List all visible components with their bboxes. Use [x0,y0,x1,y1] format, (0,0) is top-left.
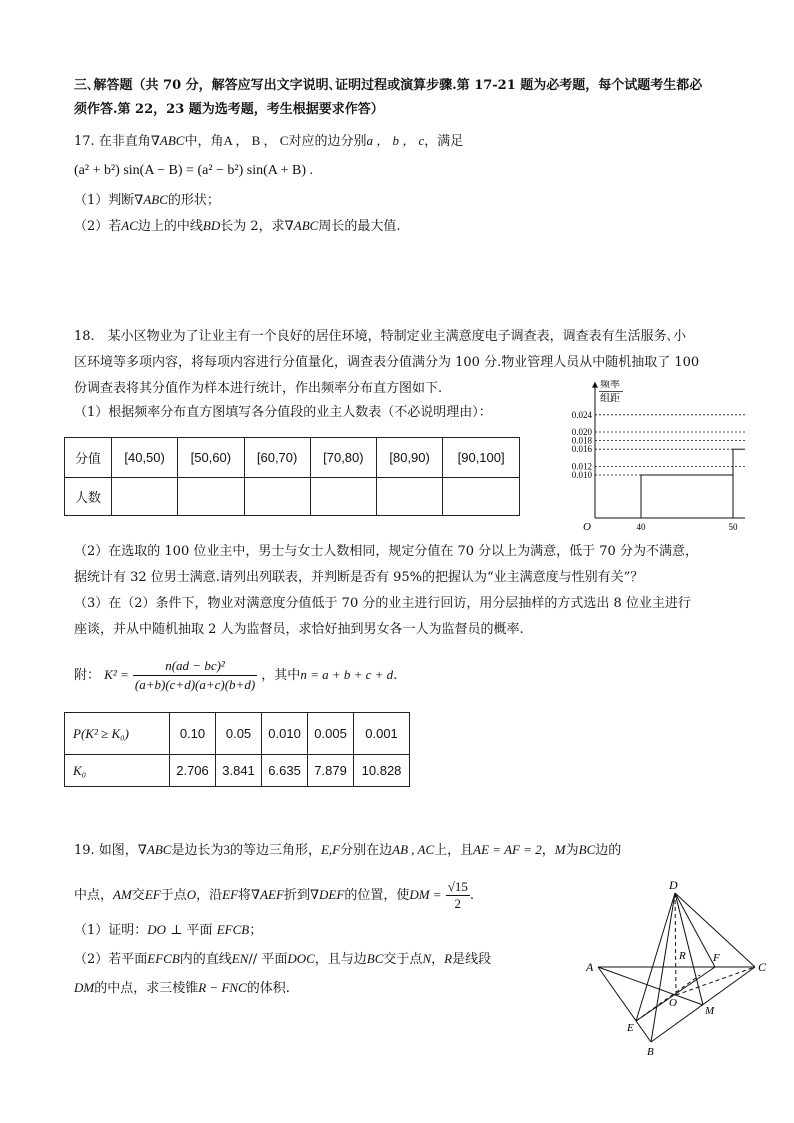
histogram-bar [733,449,745,518]
y-tick-label: 0.020 [571,427,592,437]
y-tick-label: 0.018 [571,435,592,446]
label-B: B [647,1046,654,1058]
label-D: D [669,878,678,892]
frequency-histogram [555,380,745,530]
q17-sides: a ， b ， c [366,133,425,148]
q19-t: 19. 如图， [74,843,138,858]
q17-triangle: ∇ABC [150,133,185,148]
q17-stem [74,131,463,152]
q17-p2-b: 边上的中线 [137,219,203,234]
label-M: M [705,1005,715,1017]
q19-line1 [74,840,621,861]
q19-m: EF [222,887,239,902]
q19-m: EF [144,887,161,902]
q19-part2-cont [74,978,621,999]
q19-m: ∇AEF [251,887,284,902]
q19-t: （1）证明： [74,923,148,938]
q19-t: 内的直线 [179,952,232,967]
k-table-row-label: P(K² ≥ K₀) [65,713,170,755]
q19-m: AE = AF = 2 [473,842,542,857]
k-critical-table [64,712,410,787]
q19-t: 于点 [160,888,187,903]
score-header-cell: [60,70) [244,438,310,478]
score-count-cell [443,478,520,516]
k2-formula [74,657,397,694]
q19-t: 交 [131,888,145,903]
q19-m: N [422,951,432,966]
segment-OC [676,967,755,995]
y-tick-label: 0.012 [571,461,592,472]
q19-t: 的等边三角形， [229,843,321,858]
k-table-cell: 0.05 [216,713,262,755]
k2-symbol: K² = [104,667,129,682]
k-table-cell: 10.828 [354,755,410,787]
q19-t: 是线段 [452,952,492,967]
q17-p2-tri: ∇ABC [284,218,319,233]
q17-text: 中，角 [184,134,224,149]
score-header-row [65,438,520,478]
q19-t: 分别在边 [340,843,393,858]
q19-m: R [444,951,453,966]
score-header-cell: [90,100] [443,438,520,478]
q17-p2-bd: BD [202,218,221,233]
score-header-cell: [40,50) [112,438,178,478]
k-table-cell: 0.010 [262,713,308,755]
q19-m: AB , AC [392,842,435,857]
pyramid-figure [585,875,775,1060]
label-A: A [586,960,594,974]
k-table-cell: 3.841 [216,755,262,787]
edge-AB [598,967,651,1042]
section-header-line1: 三､解答题（共 70 分，解答应写出文字说明､证明过程或演算步骤.第 17-21 题为必考题，每个试题考生都必 [74,78,703,93]
score-count-cell [377,478,443,516]
q19-m: M [554,842,566,857]
q19-m: E,F [320,842,341,857]
segment-DO [675,893,676,995]
n-equation: n = a + b + c + d [300,667,394,682]
q19-t: ； [249,923,263,938]
q17-p2-c: 长为 2，求 [220,219,285,234]
q19-m: DO [147,922,167,937]
q19-m: DM [74,980,95,995]
score-count-row [65,478,520,516]
origin-label: O [583,521,591,530]
score-count-table [64,437,520,516]
q19-m: AM [113,887,132,902]
q19-m: DOC [287,951,315,966]
q19-t: ⊥ 平面 [166,923,217,938]
q17-text2: 对应的边分别 [288,134,367,149]
q19-t: // 平面 [248,952,288,967]
q19-line2 [74,879,621,912]
q18-part3-line2: 座谈，并从中随机抽取 2 人为监督员，求恰好抽到男女各一人为监督员的概率. [74,622,524,637]
q19-t: ， [431,952,445,967]
k-table-row-k [65,755,410,787]
q17-p2-d: 周长的最大值. [318,219,401,234]
q18-part3-line1: （3）在（2）条件下，物业对满意度分值低于 70 分的业主进行回访，用分层抽样的方式选出 8 位业主进行 [74,596,691,611]
section-header [74,76,702,120]
q19-m: BC [366,951,384,966]
k2-numerator: n(ad − bc)² [133,657,257,676]
k-table-cell: 0.005 [308,713,354,755]
q19-part1 [74,920,621,941]
q19-t: ，且与边 [314,952,367,967]
score-header-cell: [80,90) [377,438,443,478]
dm-numerator: √15 [447,879,468,894]
question-17 [74,131,463,237]
q17-p2-ac: AC [121,218,138,233]
q17-tail: ，满足 [424,134,464,149]
score-count-label: 人数 [65,478,112,516]
k-table-cell: 0.10 [170,713,216,755]
q18-line2: 区环境等多项内容，将每项内容进行分值量化，调查表分值满分为 100 分.物业管理人员从中随机抽取了 100 [74,355,700,370]
y-tick-label: 0.024 [571,409,592,420]
q19-m: O [186,887,197,902]
k2-denominator: (a+b)(c+d)(a+c)(b+d) [134,677,256,692]
y-axis-label-top: 频率 [600,380,620,391]
y-tick-label: 0.016 [571,444,592,455]
q19-t: 上，且 [434,843,474,858]
q17-intro: 17. 在非直角 [74,134,151,149]
q19-m: ∇DEF [309,887,345,902]
q17-p1-a: （1）判断 [74,193,135,208]
score-count-cell [244,478,310,516]
q17-part2 [74,216,463,237]
k-table-cell: 6.635 [262,755,308,787]
label-E: E [627,1022,634,1034]
q19-t: 的位置，使 [344,888,410,903]
q19-t: 边的 [595,843,622,858]
q18-parts-2-3 [74,542,698,640]
q19-m: EN [231,951,249,966]
appendix-label: 附： [74,668,101,683]
period: . [393,668,398,683]
q19-t: （2）若平面 [74,952,148,967]
q17-p2-a: （2）若 [74,219,122,234]
q19-part2 [74,949,621,970]
dm-fraction [446,879,470,912]
y-tick-label: 0.010 [571,470,592,480]
dm-denominator: 2 [454,896,462,911]
q19-t: ，沿 [196,888,223,903]
score-header-cell: [70,80) [310,438,376,478]
q19-t: 折到 [283,888,310,903]
k2-fraction [133,657,257,694]
q19-m: EFCB [147,951,180,966]
question-19 [74,840,621,999]
q19-t: 将 [238,888,252,903]
label-R: R [679,950,686,962]
q17-part1 [74,190,463,211]
histogram-bar [641,475,733,518]
q19-t: . [469,888,474,903]
label-F: F [713,952,720,964]
q18-line3: 份调查表将其分值作为样本进行统计，作出频率分布直方图如下. [74,381,443,396]
score-count-cell [178,478,244,516]
label-O: O [669,997,677,1009]
q19-t: 是边长为 [171,843,224,858]
q17-formula: (a² + b²) sin(A − B) = (a² − b²) sin(A + B) . [74,163,314,178]
score-count-cell [310,478,376,516]
section-header-line2: 须作答.第 22，23 题为选考题，考生根据要求作答） [74,102,384,117]
q19-m: R − FNC [198,980,247,995]
q18-part2-line2: 据统计有 32 位男士满意.请列出列联表，并判断是否有 95%的把握认为“业主满意度与性别有关”？ [74,570,644,585]
q18-part1: （1）根据频率分布直方图填写各分值段的业主人数表（不必说明理由）： [74,405,492,420]
y-axis-arrow [592,382,598,388]
score-header-cell: [50,60) [178,438,244,478]
q19-m: 3 [223,842,230,857]
q19-t: 的体积. [246,981,290,996]
q18-part2-line1: （2）在选取的 100 位业主中，男士与女士人数相同，规定分值在 70 分以上为满意，低于 70 分为不满意， [74,544,698,559]
k-table-cell: 7.879 [308,755,354,787]
k-table-cell: 0.001 [354,713,410,755]
q19-t: 中点， [74,888,114,903]
score-header-cell: 分值 [65,438,112,478]
k-table-row-p [65,713,410,755]
q17-angles: A ， B ， C [223,133,289,148]
q19-t: 交于点 [383,952,423,967]
q19-m: EFCB [216,922,250,937]
k-table-row-label: K₀ [65,755,170,787]
x-tick-label: 50 [728,522,738,530]
y-axis-label-bottom: 组距 [600,393,620,405]
k-table-cell: 2.706 [170,755,216,787]
q19-m: ∇ABC [137,842,172,857]
where-text: ，其中 [261,668,301,683]
q18-line1: 18. 某小区物业为了让业主有一个良好的居住环境，特制定业主满意度电子调查表，调查表有生活服务､小 [74,329,687,344]
q19-t: ， [541,843,555,858]
q19-m: BC [578,842,596,857]
q17-p1-tri: ∇ABC [134,192,168,207]
q19-t: 的中点，求三棱锥 [94,981,199,996]
label-C: C [758,960,767,974]
score-count-cell [112,478,178,516]
q17-p1-b: 的形状； [167,193,220,208]
q19-m: DM = [409,887,442,902]
edge-DM [675,893,703,1005]
x-tick-label: 40 [636,522,646,530]
q19-t: 为 [565,843,579,858]
